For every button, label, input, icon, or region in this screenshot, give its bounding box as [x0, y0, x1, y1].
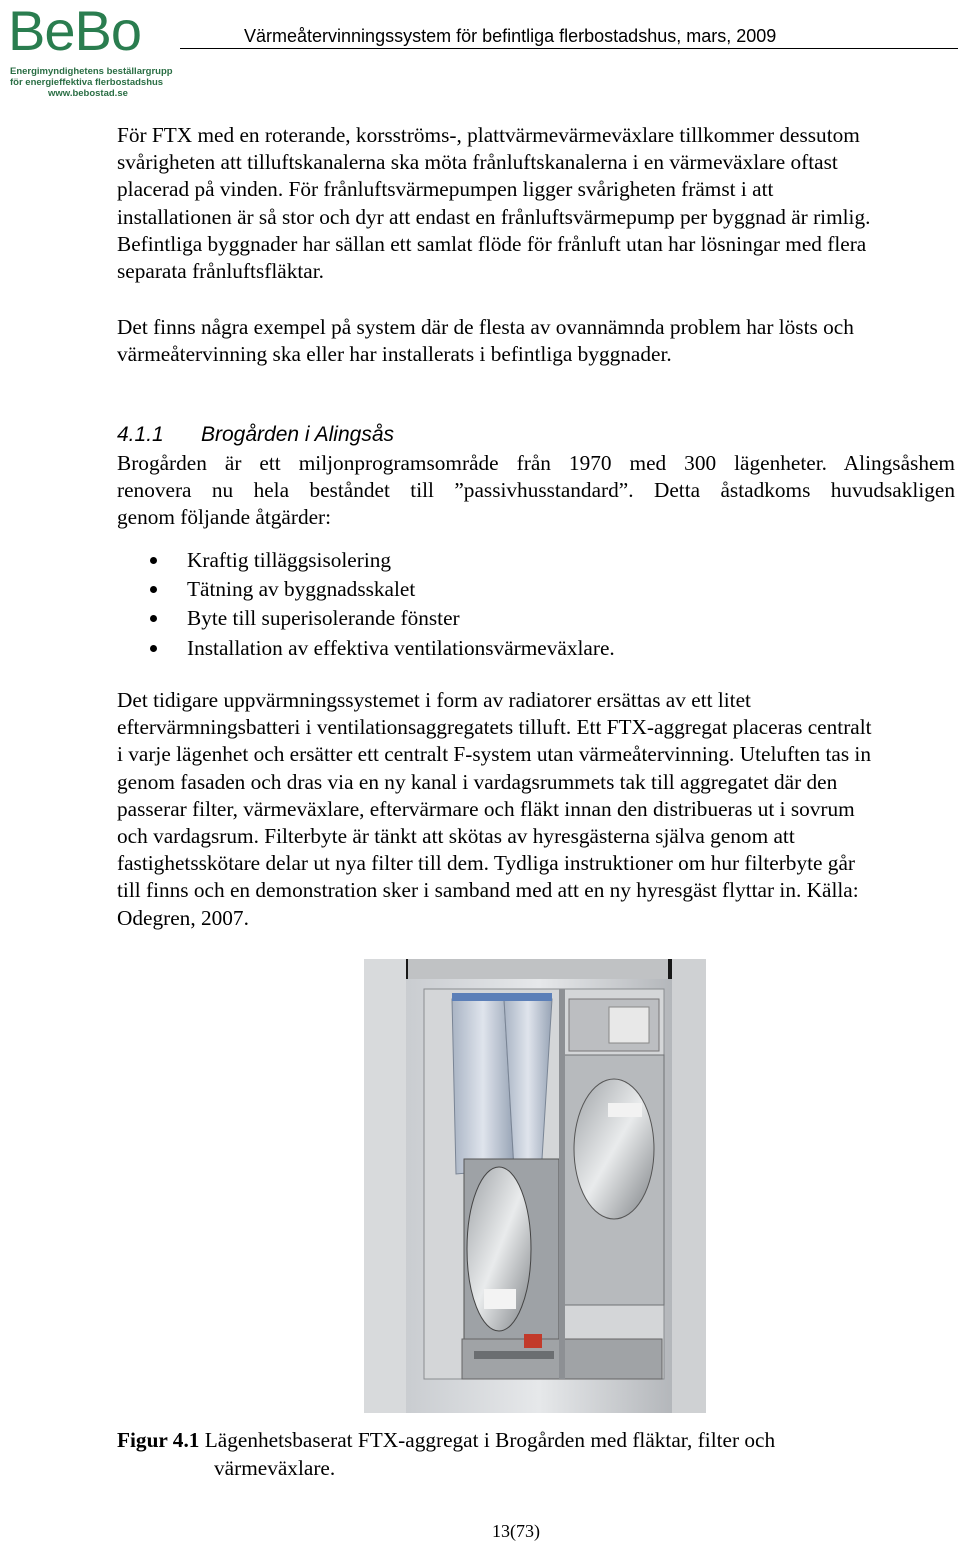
paragraph-line: renovera nu hela beståndet till ”passivhusstandard”. Detta åstadkoms huvudsakligen — [117, 478, 955, 503]
paragraph-line: genom fasaden och dras via en ny kanal i vardagsrummets tak till aggregatet där den — [117, 769, 838, 794]
paragraph-4 — [117, 687, 955, 932]
bullet-icon — [150, 615, 157, 622]
paragraph-line: fastighetsskötare delar ut nya filter till dem. Tydliga instruktioner om hur filterbyte går — [117, 851, 855, 876]
paragraph-line: i varje lägenhet och ersätter ett centralt F-system utan värmeåtervinning. Uteluften tas in — [117, 742, 871, 767]
bebo-logo — [8, 0, 180, 99]
bullet-icon — [150, 586, 157, 593]
paragraph-line: installationen är så stor och dyr att endast en frånluftsvärmepump per byggnad är rimlig. — [117, 204, 871, 229]
paragraph-line: Brogården är ett miljonprogramsområde från 1970 med 300 lägenheter. Alingsåshem — [117, 451, 955, 475]
ftx-unit-photo — [364, 959, 706, 1413]
paragraph-3 — [117, 450, 955, 532]
paragraph-line: Befintliga byggnader har sällan ett samlat flöde för frånluft utan har lösningar med flera — [117, 231, 867, 256]
section-heading — [117, 423, 394, 447]
paragraph-line: till finns och en demonstration sker i samband med att en ny hyresgäst flyttar in. Källa: — [117, 878, 859, 903]
caption-text-line-1: Lägenhetsbaserat FTX-aggregat i Brogården med fläktar, filter och — [204, 1428, 776, 1452]
logo-tagline-2: för energieffektiva flerbostadshus — [10, 77, 164, 88]
page-number: 13(73) — [492, 1521, 540, 1541]
section-title: Brogården i Alingsås — [201, 423, 394, 446]
paragraph-1 — [117, 122, 955, 285]
bullet-icon — [150, 557, 157, 564]
list-item-text: Kraftig tilläggsisolering — [187, 548, 392, 572]
figure-label: Figur 4.1 — [117, 1428, 200, 1452]
paragraph-line: eftervärmningsbatteri i ventilationsaggregatets tilluft. Ett FTX-aggregat placeras centralt — [117, 715, 872, 740]
paragraph-line: Det finns några exempel på system där de flesta av ovannämnda problem har lösts och — [117, 315, 854, 339]
caption-text-line-2: värmeväxlare. — [214, 1456, 336, 1480]
paragraph-line: värmeåtervinning ska eller har installerats i befintliga byggnader. — [117, 342, 672, 367]
list-item-text: Tätning av byggnadsskalet — [187, 577, 416, 602]
logo-tagline-1: Energimyndighetens beställargrupp — [10, 66, 173, 77]
paragraph-line: genom följande åtgärder: — [117, 505, 332, 530]
figure-caption — [117, 1426, 775, 1482]
header-divider — [180, 48, 958, 49]
paragraph-line: Det tidigare uppvärmningssystemet i form av radiatorer ersättas av ett litet — [117, 688, 751, 712]
paragraph-line: separata frånluftsfläktar. — [117, 259, 324, 284]
paragraph-line: placerad på vinden. För frånluftsvärmepumpen ligger svårigheten främst i att — [117, 177, 774, 202]
logo-url: www.bebostad.se — [48, 88, 128, 99]
paragraph-line: och vardagsrum. Filterbyte är tänkt att skötas av hyresgästerna själva genom att — [117, 824, 795, 849]
paragraph-line: För FTX med en roterande, korsströms-, plattvärmevärmeväxlare tillkommer dessutom — [117, 123, 860, 147]
paragraph-2 — [117, 314, 955, 368]
list-item-text: Byte till superisolerande fönster — [187, 606, 460, 631]
bullet-icon — [150, 645, 157, 652]
ftx-unit-illustration — [364, 959, 706, 1413]
section-number: 4.1.1 — [117, 423, 164, 446]
paragraph-line: passerar filter, värmeväxlare, eftervärmare och fläkt innan den distribueras ut i sovrum — [117, 796, 855, 821]
running-header-title: Värmeåtervinningssystem för befintliga flerbostadshus, mars, 2009 — [244, 26, 777, 46]
logo-wordmark: BeBo — [8, 0, 141, 62]
list-item-text: Installation av effektiva ventilationsvärmeväxlare. — [187, 635, 615, 660]
paragraph-line: svårigheten att tilluftskanalerna ska möta frånluftskanalerna i en värmeväxlare oftast — [117, 150, 838, 175]
paragraph-line: Odegren, 2007. — [117, 905, 249, 930]
